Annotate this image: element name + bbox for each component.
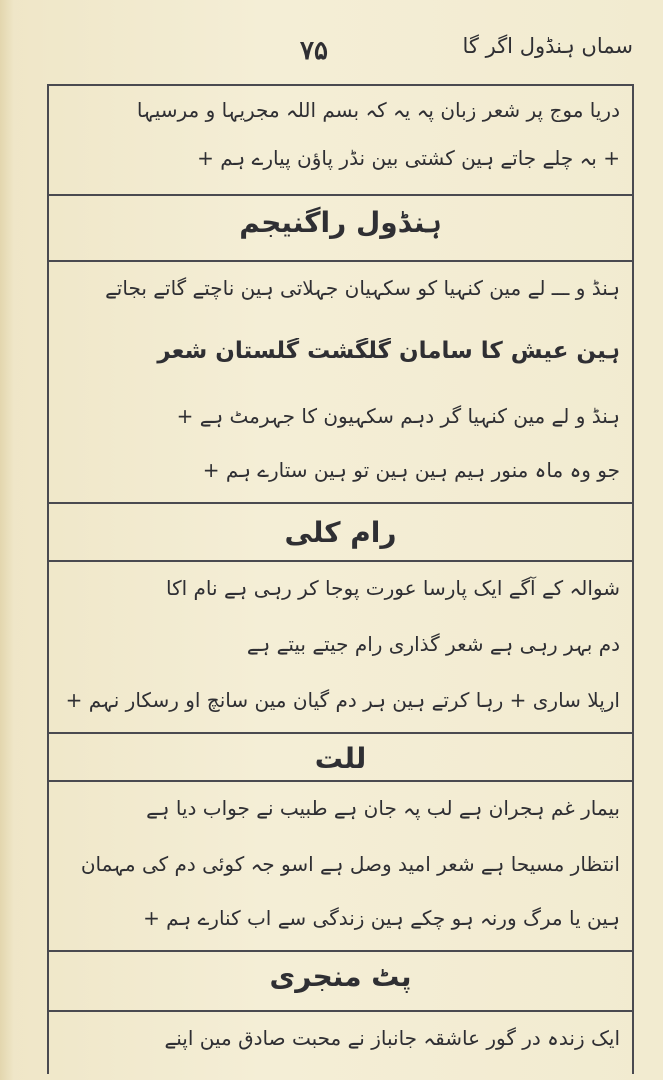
divider-rule <box>49 732 632 734</box>
running-title: سماں ہنڈول اگر گا <box>462 34 633 58</box>
text-line: ہین یا مرگ ورنہ ہو چکے ہین زندگی سے اب کنارے ہم + <box>143 906 620 930</box>
text-line: بیمار غم ہجران ہے لب پہ جان ہے طبیب نے جواب دیا ہے <box>146 796 620 820</box>
divider-rule <box>49 194 632 196</box>
section-heading: ہنڈول راگنیجم <box>239 206 442 239</box>
text-line: ایک زندہ در گور عاشقہ جانباز نے محبت صادق مین اپنے <box>164 1026 620 1050</box>
text-line: ہنڈ و لے مین کنہیا گر دہم سکہیون کا جہرمٹ ہے + <box>176 404 620 428</box>
page-number: ۷۵ <box>300 36 328 66</box>
divider-rule <box>49 560 632 562</box>
page-header <box>40 34 633 74</box>
text-line: شوالہ کے آگے ایک پارسا عورت پوجا کر رہی ہے نام اکا <box>166 576 620 600</box>
divider-rule <box>49 502 632 504</box>
divider-rule <box>49 780 632 782</box>
divider-rule <box>49 950 632 952</box>
text-line: ارپلا ساری + رہا کرتے ہین ہر دم گیان مین سانچ او رسکار نہم + <box>65 688 620 712</box>
text-line: جو وہ ماہ منور ہیم ہین ہین تو ہین ستارے ہم + <box>202 458 620 482</box>
divider-rule <box>49 1010 632 1012</box>
section-heading: پٹ منجری <box>269 960 412 993</box>
text-line: دم بہر رہی ہے شعر گذاری رام جیتے بیتے ہے <box>246 632 620 656</box>
text-line: ہنڈ و ـــ لے مین کنہیا کو سکہیان جہلاتی ہین ناچتے گاتے بجاتے <box>105 276 620 300</box>
section-heading: رام کلی <box>284 516 397 549</box>
text-line: + بہ چلے جاتے ہین کشتی بین نڈر پاؤن پیارے ہم + <box>197 146 620 170</box>
text-line: ہین عیش کا سامان گلگشت گلستان شعر <box>157 338 620 364</box>
text-line: انتظار مسیحا ہے شعر امید وصل ہے اسو جہ کوئی دم کی مہمان <box>80 852 620 876</box>
section-heading: للت <box>314 742 367 775</box>
text-frame <box>47 84 634 1074</box>
divider-rule <box>49 260 632 262</box>
text-line: دریا موج پر شعر زبان پہ یہ کہ بسم اللہ مجریہا و مرسیہا <box>136 98 620 122</box>
